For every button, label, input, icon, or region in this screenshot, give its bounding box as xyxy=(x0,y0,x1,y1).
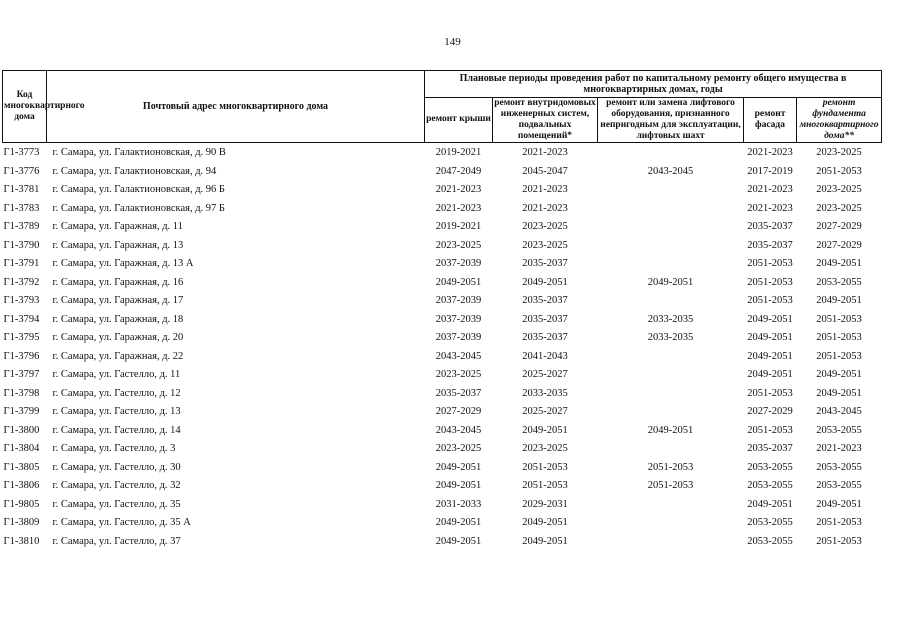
cell-address: г. Самара, ул. Галактионовская, д. 97 Б xyxy=(52,202,225,214)
table-row xyxy=(3,384,882,403)
cell-facade: 2021-2023 xyxy=(747,202,793,214)
cell-elevator xyxy=(598,236,744,255)
cell-engineering: 2035-2037 xyxy=(522,313,568,325)
cell-foundation: 2053-2055 xyxy=(816,276,862,288)
cell-engineering: 2025-2027 xyxy=(522,406,568,418)
cell-engineering: 2035-2037 xyxy=(522,332,568,344)
cell-code: Г1-3799 xyxy=(3,406,40,418)
cell-foundation: 2049-2051 xyxy=(816,498,862,510)
cell-engineering: 2025-2027 xyxy=(522,369,568,381)
cell-roof: 2023-2025 xyxy=(435,369,482,381)
cell-engineering: 2033-2035 xyxy=(522,387,568,399)
cell-facade: 2049-2051 xyxy=(747,350,793,362)
table-row xyxy=(3,366,882,385)
cell-facade: 2051-2053 xyxy=(747,424,793,436)
table-row xyxy=(3,181,882,200)
header-roof-repair: ремонт крыши xyxy=(425,98,493,143)
cell-code: Г1-3797 xyxy=(3,369,40,381)
cell-foundation: 2023-2025 xyxy=(816,202,862,214)
cell-address: г. Самара, ул. Гастелло, д. 35 xyxy=(52,498,181,510)
cell-roof: 2023-2025 xyxy=(435,443,482,455)
table-row xyxy=(3,421,882,440)
cell-roof: 2043-2045 xyxy=(435,424,482,436)
cell-elevator xyxy=(598,218,744,237)
cell-engineering: 2041-2043 xyxy=(522,350,568,362)
cell-facade: 2027-2029 xyxy=(747,406,793,418)
table-body xyxy=(3,142,882,551)
cell-code: Г1-3794 xyxy=(3,313,40,325)
cell-elevator xyxy=(598,199,744,218)
cell-foundation: 2027-2029 xyxy=(816,239,862,251)
table-row xyxy=(3,255,882,274)
cell-elevator xyxy=(598,142,744,162)
table-row xyxy=(3,347,882,366)
cell-engineering: 2023-2025 xyxy=(522,221,568,233)
cell-address: г. Самара, ул. Гаражная, д. 20 xyxy=(52,332,184,344)
cell-code: Г1-3795 xyxy=(3,332,40,344)
cell-foundation: 2027-2029 xyxy=(816,221,862,233)
cell-code: Г1-3805 xyxy=(3,461,40,473)
cell-foundation: 2049-2051 xyxy=(816,258,862,270)
cell-address: г. Самара, ул. Гастелло, д. 30 xyxy=(52,461,181,473)
cell-facade: 2053-2055 xyxy=(747,535,793,547)
cell-address: г. Самара, ул. Гаражная, д. 22 xyxy=(52,350,184,362)
table-row xyxy=(3,403,882,422)
cell-foundation: 2049-2051 xyxy=(816,387,862,399)
cell-foundation: 2051-2053 xyxy=(816,535,862,547)
cell-elevator: 2051-2053 xyxy=(647,461,694,473)
header-elevator-repair: ремонт или замена лифтового оборудования, признанного непригодным для эксплуатации, лифтовых шахт xyxy=(598,98,744,143)
table-row xyxy=(3,329,882,348)
cell-address: г. Самара, ул. Гастелло, д. 14 xyxy=(52,424,181,436)
cell-elevator: 2049-2051 xyxy=(647,276,694,288)
cell-roof: 2049-2051 xyxy=(435,461,482,473)
cell-address: г. Самара, ул. Гаражная, д. 17 xyxy=(52,295,184,307)
cell-engineering: 2029-2031 xyxy=(522,498,568,510)
cell-engineering: 2049-2051 xyxy=(522,535,568,547)
cell-roof: 2043-2045 xyxy=(435,350,482,362)
header-facade-repair: ремонт фасада xyxy=(744,98,797,143)
cell-code: Г1-3809 xyxy=(3,517,40,529)
cell-foundation: 2049-2051 xyxy=(816,295,862,307)
cell-roof: 2027-2029 xyxy=(435,406,482,418)
cell-foundation: 2051-2053 xyxy=(816,332,862,344)
cell-code: Г1-3796 xyxy=(3,350,40,362)
cell-facade: 2051-2053 xyxy=(747,295,793,307)
cell-elevator xyxy=(598,366,744,385)
cell-foundation: 2049-2051 xyxy=(816,369,862,381)
cell-engineering: 2049-2051 xyxy=(522,276,568,288)
cell-roof: 2019-2021 xyxy=(435,147,482,159)
cell-code: Г1-3804 xyxy=(3,443,40,455)
cell-code: Г1-3790 xyxy=(3,239,40,251)
cell-facade: 2049-2051 xyxy=(747,313,793,325)
cell-facade: 2021-2023 xyxy=(747,184,793,196)
cell-code: Г1-3789 xyxy=(3,221,40,233)
cell-engineering: 2051-2053 xyxy=(522,461,568,473)
cell-facade: 2051-2053 xyxy=(747,387,793,399)
cell-facade: 2053-2055 xyxy=(747,461,793,473)
cell-engineering: 2021-2023 xyxy=(522,202,568,214)
cell-code: Г1-9805 xyxy=(3,498,40,510)
cell-engineering: 2049-2051 xyxy=(522,424,568,436)
cell-roof: 2047-2049 xyxy=(435,165,482,177)
capital-repair-table xyxy=(2,70,882,551)
cell-code: Г1-3810 xyxy=(3,535,40,547)
cell-code: Г1-3792 xyxy=(3,276,40,288)
cell-roof: 2037-2039 xyxy=(435,258,482,270)
table-row xyxy=(3,477,882,496)
table-row xyxy=(3,236,882,255)
cell-address: г. Самара, ул. Гаражная, д. 18 xyxy=(52,313,184,325)
cell-foundation: 2043-2045 xyxy=(816,406,862,418)
cell-address: г. Самара, ул. Гастелло, д. 12 xyxy=(52,387,181,399)
cell-roof: 2049-2051 xyxy=(435,480,482,492)
cell-address: г. Самара, ул. Галактионовская, д. 90 В xyxy=(52,147,226,159)
table-row xyxy=(3,273,882,292)
cell-code: Г1-3793 xyxy=(3,295,40,307)
cell-foundation: 2053-2055 xyxy=(816,480,862,492)
cell-engineering: 2035-2037 xyxy=(522,295,568,307)
cell-foundation: 2053-2055 xyxy=(816,424,862,436)
cell-roof: 2049-2051 xyxy=(435,517,482,529)
table-row xyxy=(3,218,882,237)
cell-elevator: 2049-2051 xyxy=(647,424,694,436)
cell-engineering: 2045-2047 xyxy=(522,165,568,177)
cell-facade: 2035-2037 xyxy=(747,221,793,233)
cell-facade: 2035-2037 xyxy=(747,239,793,251)
cell-elevator: 2043-2045 xyxy=(647,165,694,177)
cell-facade: 2049-2051 xyxy=(747,498,793,510)
table-row xyxy=(3,142,882,162)
table-row xyxy=(3,532,882,551)
cell-elevator xyxy=(598,384,744,403)
cell-engineering: 2021-2023 xyxy=(522,147,568,159)
cell-code: Г1-3781 xyxy=(3,184,40,196)
cell-foundation: 2051-2053 xyxy=(816,517,862,529)
table-row xyxy=(3,292,882,311)
cell-roof: 2037-2039 xyxy=(435,332,482,344)
cell-address: г. Самара, ул. Гастелло, д. 37 xyxy=(52,535,181,547)
cell-code: Г1-3806 xyxy=(3,480,40,492)
cell-address: г. Самара, ул. Гастелло, д. 13 xyxy=(52,406,181,418)
cell-address: г. Самара, ул. Галактионовская, д. 96 Б xyxy=(52,184,225,196)
cell-address: г. Самара, ул. Гастелло, д. 3 xyxy=(52,443,176,455)
cell-foundation: 2023-2025 xyxy=(816,184,862,196)
cell-facade: 2053-2055 xyxy=(747,517,793,529)
cell-foundation: 2053-2055 xyxy=(816,461,862,473)
cell-facade: 2021-2023 xyxy=(747,147,793,159)
cell-address: г. Самара, ул. Гаражная, д. 11 xyxy=(52,221,183,233)
cell-foundation: 2021-2023 xyxy=(816,443,862,455)
table-row xyxy=(3,199,882,218)
cell-elevator: 2033-2035 xyxy=(647,313,694,325)
cell-elevator xyxy=(598,292,744,311)
cell-roof: 2021-2023 xyxy=(435,184,482,196)
cell-roof: 2037-2039 xyxy=(435,295,482,307)
header-foundation-repair xyxy=(797,98,882,143)
header-address: Почтовый адрес многоквартирного дома xyxy=(47,71,425,143)
header-code: Код многоквартирного дома xyxy=(3,71,47,143)
cell-roof: 2049-2051 xyxy=(435,276,482,288)
cell-roof: 2031-2033 xyxy=(435,498,482,510)
cell-elevator xyxy=(598,440,744,459)
table-row xyxy=(3,310,882,329)
cell-address: г. Самара, ул. Гастелло, д. 35 А xyxy=(52,517,191,529)
cell-code: Г1-3783 xyxy=(3,202,40,214)
table-row xyxy=(3,440,882,459)
cell-roof: 2035-2037 xyxy=(435,387,482,399)
cell-address: г. Самара, ул. Гастелло, д. 32 xyxy=(52,480,181,492)
header-foundation-text: ремонт фундамента многоквартирного дома** xyxy=(799,98,879,141)
cell-address: г. Самара, ул. Гаражная, д. 13 А xyxy=(52,258,194,270)
cell-facade: 2049-2051 xyxy=(747,332,793,344)
cell-engineering: 2035-2037 xyxy=(522,258,568,270)
cell-elevator: 2051-2053 xyxy=(647,480,694,492)
header-engineering-repair: ремонт внутридомовых инженерных систем, подвальных помещений* xyxy=(494,98,596,141)
header-repair-periods: Плановые периоды проведения работ по капитальному ремонту общего имущества в многоквартирных домах, годы xyxy=(425,71,882,98)
cell-roof: 2037-2039 xyxy=(435,313,482,325)
cell-code: Г1-3798 xyxy=(3,387,40,399)
cell-code: Г1-3773 xyxy=(3,147,40,159)
cell-elevator xyxy=(598,255,744,274)
cell-facade: 2051-2053 xyxy=(747,258,793,270)
cell-elevator: 2033-2035 xyxy=(647,332,694,344)
page-number: 149 xyxy=(444,36,461,48)
cell-elevator xyxy=(598,495,744,514)
cell-roof: 2023-2025 xyxy=(435,239,482,251)
cell-elevator xyxy=(598,181,744,200)
cell-facade: 2017-2019 xyxy=(747,165,793,177)
cell-engineering: 2023-2025 xyxy=(522,239,568,251)
table-row xyxy=(3,458,882,477)
cell-facade: 2051-2053 xyxy=(747,276,793,288)
cell-engineering: 2049-2051 xyxy=(522,517,568,529)
cell-elevator xyxy=(598,532,744,551)
table-row xyxy=(3,495,882,514)
cell-facade: 2035-2037 xyxy=(747,443,793,455)
cell-foundation: 2051-2053 xyxy=(816,350,862,362)
table-row xyxy=(3,514,882,533)
cell-foundation: 2051-2053 xyxy=(816,165,862,177)
cell-address: г. Самара, ул. Гаражная, д. 16 xyxy=(52,276,184,288)
cell-facade: 2053-2055 xyxy=(747,480,793,492)
cell-code: Г1-3791 xyxy=(3,258,40,270)
cell-facade: 2049-2051 xyxy=(747,369,793,381)
cell-engineering: 2051-2053 xyxy=(522,480,568,492)
cell-elevator xyxy=(598,514,744,533)
cell-foundation: 2051-2053 xyxy=(816,313,862,325)
cell-elevator xyxy=(598,347,744,366)
cell-foundation: 2023-2025 xyxy=(816,147,862,159)
cell-elevator xyxy=(598,403,744,422)
cell-code: Г1-3776 xyxy=(3,165,40,177)
cell-code: Г1-3800 xyxy=(3,424,40,436)
cell-engineering: 2023-2025 xyxy=(522,443,568,455)
cell-roof: 2019-2021 xyxy=(435,221,482,233)
cell-roof: 2049-2051 xyxy=(435,535,482,547)
cell-engineering: 2021-2023 xyxy=(522,184,568,196)
cell-roof: 2021-2023 xyxy=(435,202,482,214)
cell-address: г. Самара, ул. Галактионовская, д. 94 xyxy=(52,165,217,177)
cell-address: г. Самара, ул. Гастелло, д. 11 xyxy=(52,369,181,381)
table-row xyxy=(3,162,882,181)
cell-address: г. Самара, ул. Гаражная, д. 13 xyxy=(52,239,184,251)
